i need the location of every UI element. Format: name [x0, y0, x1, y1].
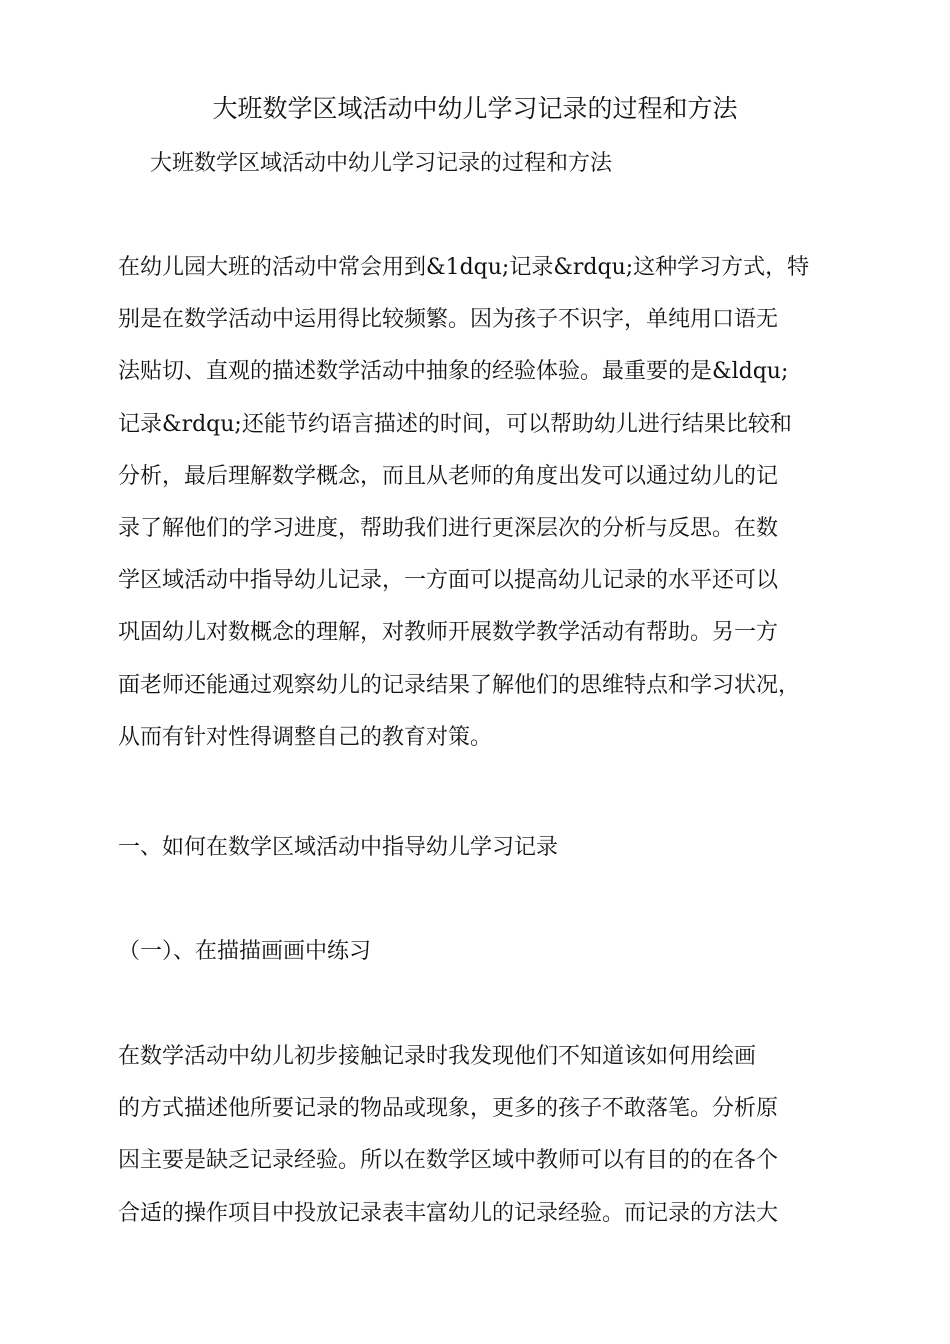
intro-paragraph	[118, 242, 834, 764]
paragraph-line: 巩固幼儿对数概念的理解，对教师开展数学教学活动有帮助。另一方	[118, 620, 779, 646]
paragraph-line: 合适的操作项目中投放记录表丰富幼儿的记录经验。而记录的方法大	[118, 1200, 779, 1226]
subsection-heading: （一）、在描描画画中练习	[118, 939, 372, 964]
document-title: 大班数学区域活动中幼儿学习记录的过程和方法	[212, 94, 738, 123]
section-heading: 一、如何在数学区域活动中指导幼儿学习记录	[118, 835, 559, 860]
paragraph-line: 的方式描述他所要记录的物品或现象，更多的孩子不敢落笔。分析原	[118, 1096, 779, 1122]
paragraph-line: 从而有针对性得调整自己的教育对策。	[118, 724, 493, 750]
paragraph-line: 学区域活动中指导幼儿记录，一方面可以提高幼儿记录的水平还可以	[118, 568, 779, 594]
body-paragraph	[118, 1031, 834, 1240]
paragraph-line: 因主要是缺乏记录经验。所以在数学区域中教师可以有目的的在各个	[118, 1148, 779, 1174]
paragraph-line: 在数学活动中幼儿初步接触记录时我发现他们不知道该如何用绘画	[118, 1044, 757, 1069]
paragraph-line: 记录&rdqu;还能节约语言描述的时间，可以帮助幼儿进行结果比较和	[118, 411, 792, 437]
paragraph-line: 别是在数学活动中运用得比较频繁。因为孩子不识字，单纯用口语无	[118, 307, 779, 333]
paragraph-line: 面老师还能通过观察幼儿的记录结果了解他们的思维特点和学习状况，	[118, 672, 801, 698]
paragraph-line: 在幼儿园大班的活动中常会用到&1dqu;记录&rdqu;这种学习方式，特	[118, 255, 810, 280]
paragraph-line: 录了解他们的学习进度，帮助我们进行更深层次的分析与反思。在数	[118, 515, 779, 541]
document-subtitle: 大班数学区域活动中幼儿学习记录的过程和方法	[150, 151, 613, 176]
paragraph-line: 分析，最后理解数学概念，而且从老师的角度出发可以通过幼儿的记	[118, 463, 779, 489]
paragraph-line: 法贴切、直观的描述数学活动中抽象的经验体验。最重要的是&ldqu;	[118, 359, 789, 385]
